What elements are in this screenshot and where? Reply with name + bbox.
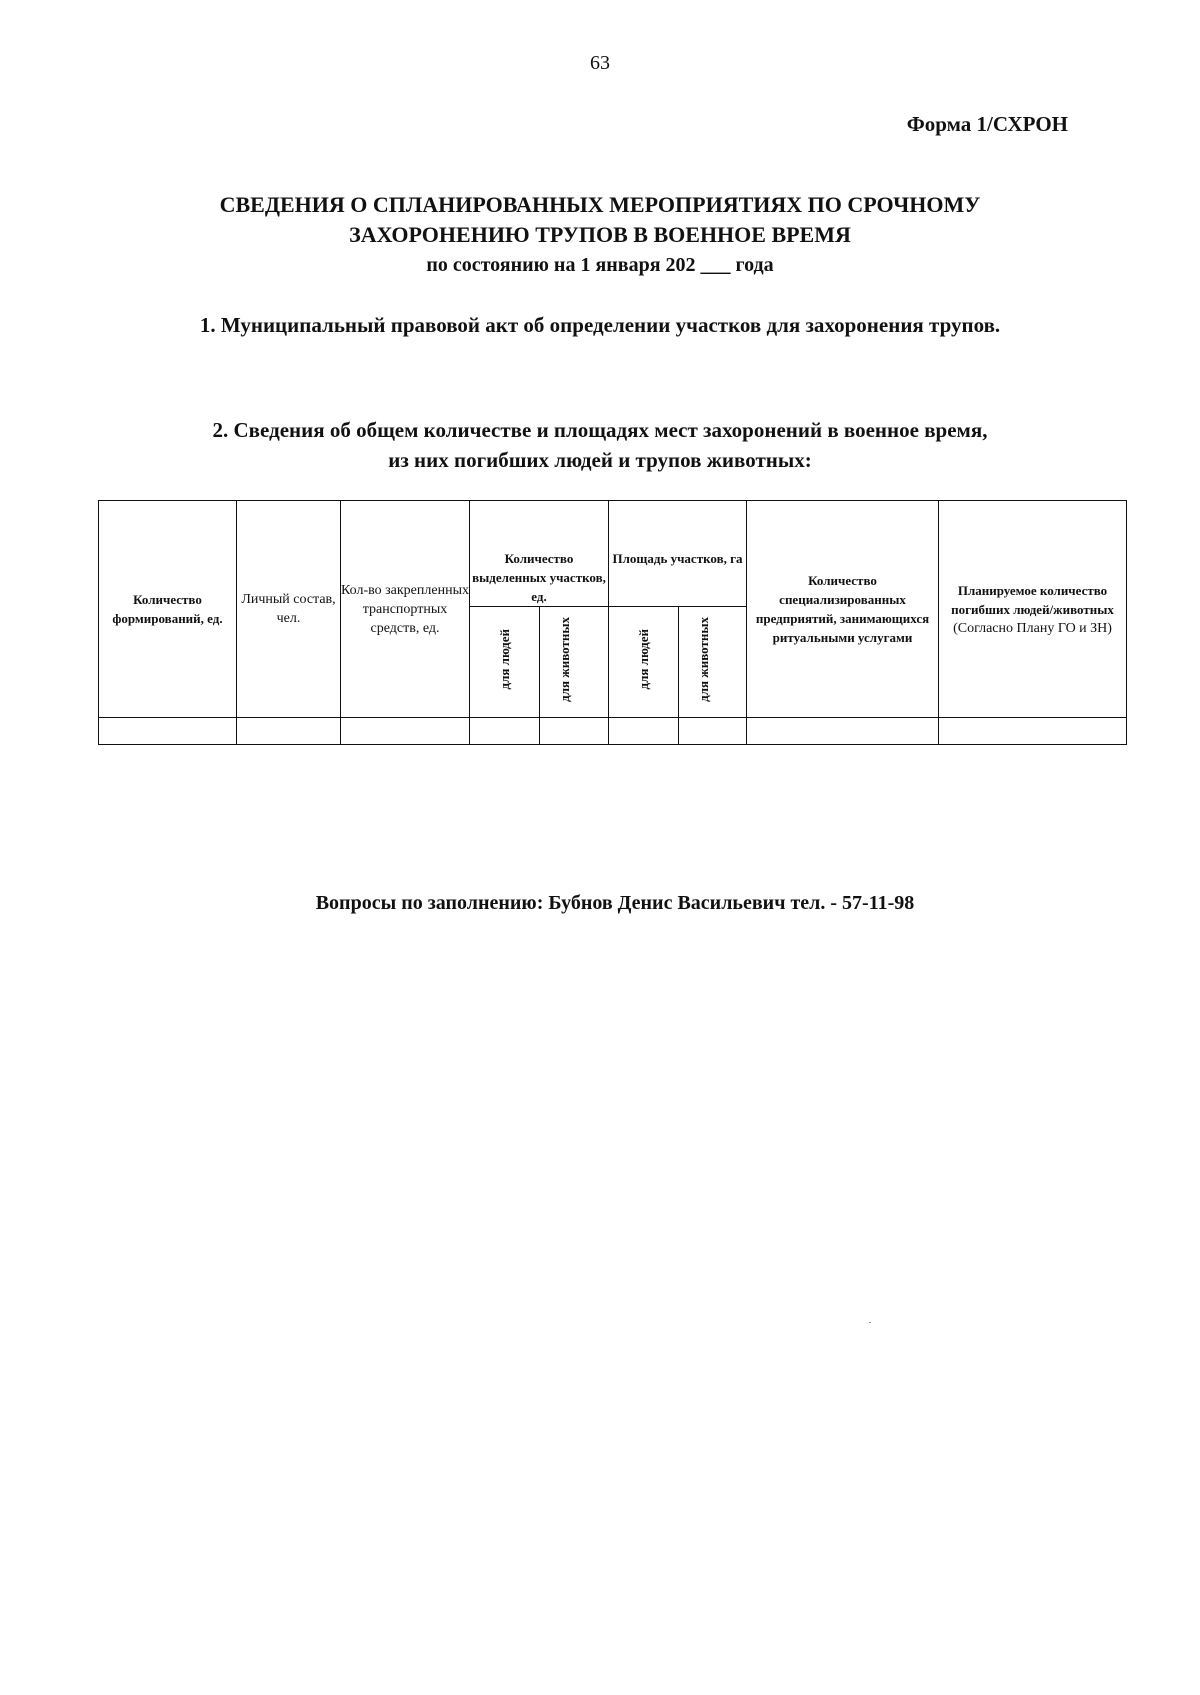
header-planned — [939, 501, 1127, 718]
subheader-area-animals-label: для животных — [695, 617, 711, 702]
section-1-heading: 1. Муниципальный правовой акт об определении участков для захоронения трупов. — [199, 313, 1001, 337]
section-2-line-2: из них погибших людей и трупов животных: — [388, 448, 812, 472]
header-personnel: Личный состав, чел. — [237, 501, 341, 718]
form-code: Форма 1/СХРОН — [906, 112, 1068, 136]
as-of-date: по состоянию на 1 января 202 ___ года — [426, 254, 774, 276]
cell-count-people[interactable] — [470, 718, 540, 745]
table-row — [99, 718, 1127, 745]
subheader-area-people-label: для людей — [635, 629, 651, 690]
subheader-area-animals — [679, 607, 747, 718]
contact-line: Вопросы по заполнению: Бубнов Денис Васильевич тел. - 57-11-98 — [315, 892, 915, 914]
header-vehicles: Кол-во закрепленных транспортных средств, ед. — [341, 501, 470, 718]
cell-enterprises[interactable] — [747, 718, 939, 745]
cell-area-people[interactable] — [609, 718, 679, 745]
cell-formations[interactable] — [99, 718, 237, 745]
document-title-line-2: ЗАХОРОНЕНИЮ ТРУПОВ В ВОЕННОЕ ВРЕМЯ — [349, 222, 851, 247]
cell-area-animals[interactable] — [679, 718, 747, 745]
cell-count-animals[interactable] — [540, 718, 609, 745]
header-formations: Количество формирований, ед. — [99, 501, 237, 718]
subheader-count-animals — [540, 607, 609, 718]
subheader-count-animals-label: для животных — [557, 617, 572, 702]
scan-speck — [869, 1322, 871, 1323]
section-2-line-1: 2. Сведения об общем количестве и площадях мест захоронений в военное время, — [212, 418, 988, 442]
cell-planned[interactable] — [939, 718, 1127, 745]
document-title — [0, 190, 1200, 250]
header-planned-title: Планируемое количество погибших людей/животных — [951, 582, 1114, 617]
header-plots-count: Количество выделенных участков, ед. — [470, 501, 609, 607]
page-number: 63 — [590, 52, 610, 74]
subheader-count-people — [470, 607, 540, 718]
subheader-count-people-label: для людей — [496, 629, 512, 690]
cell-personnel[interactable] — [237, 718, 341, 745]
cell-vehicles[interactable] — [341, 718, 470, 745]
header-plots-area: Площадь участков, га — [609, 501, 747, 607]
document-title-line-1: СВЕДЕНИЯ О СПЛАНИРОВАННЫХ МЕРОПРИЯТИЯХ ПО СРОЧНОМУ — [219, 192, 981, 217]
header-planned-note: (Согласно Плану ГО и ЗН) — [953, 620, 1112, 636]
section-2-heading — [0, 415, 1200, 475]
burial-data-table — [98, 500, 1127, 745]
subheader-area-people — [609, 607, 679, 718]
header-enterprises: Количество специализированных предприятий, занимающихся ритуальными услугами — [747, 501, 939, 718]
